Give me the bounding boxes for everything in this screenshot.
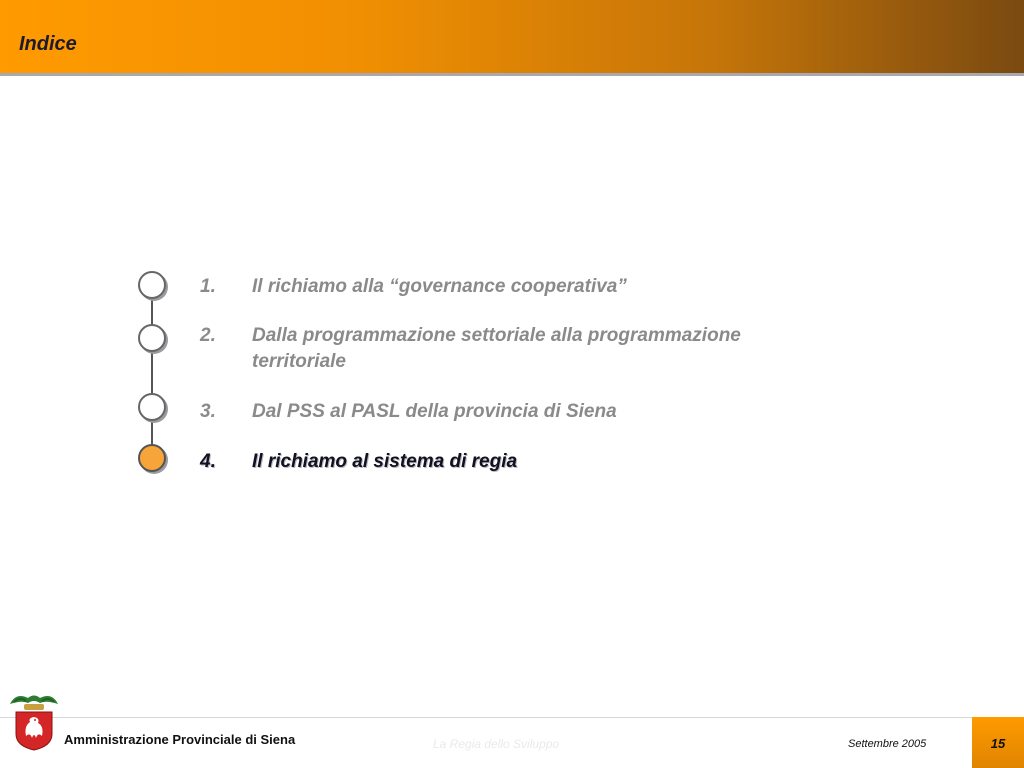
toc-node-4-active bbox=[138, 444, 166, 472]
organization-name: Amministrazione Provinciale di Siena bbox=[64, 732, 296, 747]
timeline-connector bbox=[151, 285, 153, 461]
page-number: 15 bbox=[990, 736, 1006, 751]
toc-node-1 bbox=[138, 271, 166, 299]
province-crest-icon bbox=[6, 690, 62, 752]
toc-item-label: Dalla programmazione settoriale alla programmazione bbox=[252, 325, 741, 346]
toc-item-number: 2. bbox=[200, 325, 216, 346]
presentation-watermark: La Regia dello Sviluppo bbox=[433, 737, 560, 751]
page-title: Indice bbox=[19, 33, 77, 55]
toc-item-number: 4. bbox=[200, 451, 216, 472]
toc-item-number: 3. bbox=[200, 401, 216, 422]
toc-node-3 bbox=[138, 393, 166, 421]
toc-item-label: Il richiamo alla “governance cooperativa” bbox=[252, 276, 627, 297]
toc-item-label: Il richiamo al sistema di regia bbox=[252, 451, 518, 472]
toc-node-2 bbox=[138, 324, 166, 352]
presentation-date: Settembre 2005 bbox=[848, 738, 927, 750]
toc-item-number: 1. bbox=[200, 276, 216, 297]
toc-item-label: Dal PSS al PASL della provincia di Siena bbox=[252, 401, 617, 422]
toc-item-label-continued: territoriale bbox=[252, 351, 346, 372]
footer-divider bbox=[0, 717, 972, 718]
page-number-box bbox=[972, 717, 1024, 768]
